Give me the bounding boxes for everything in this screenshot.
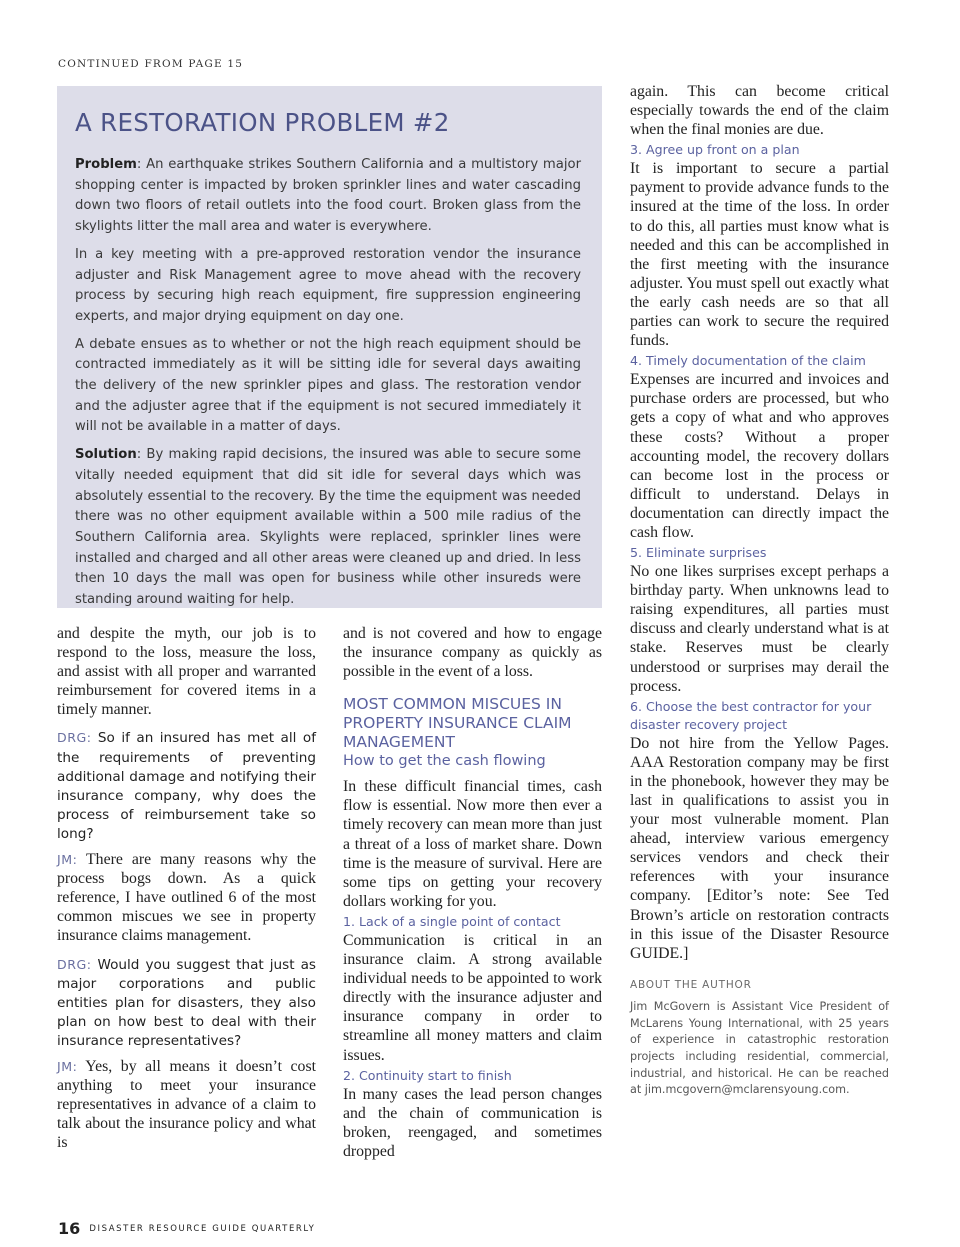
question-text: So if an insured has met all of the requirements of preventing additional damage and notifying their insurance company, why does the process of reimbursement take so long?: [57, 730, 316, 842]
question-2: [57, 955, 316, 1051]
tip-3-heading: 3. Agree up front on a plan: [630, 142, 800, 158]
article-column-1: [57, 624, 316, 1152]
tip-1-text: Communication is critical in an insurance claim. A strong available individual needs to be appointed to work directly with the insurance adjuster and insurance company in order to streamline all money matters and claim issues.: [343, 931, 602, 1064]
answer-text: Yes, by all means it doesn’t cost anything to meet your insurance representatives in advance of a claim to talk about the insurance policy and what is: [57, 1057, 316, 1152]
speaker-label: DRG:: [57, 730, 92, 746]
tip-6-text: Do not hire from the Yellow Pages. AAA Restoration company may be first in the phonebook, however they may be last in qualifications to assist you in your most vulnerable moment. Plan ahead, interview various emergency services vendors and check their references with your insurance company. [Editor’s note: See Ted Brown’s article on restoration contracts in this issue of the Disaster Resource GUIDE.]: [630, 734, 889, 962]
question-1: [57, 728, 316, 844]
sidebar-title: A RESTORATION PROBLEM #2: [75, 108, 450, 137]
tip-2-heading: 2. Continuity start to finish: [343, 1067, 512, 1083]
meeting-paragraph: In a key meeting with a pre-approved restoration vendor the insurance adjuster and Risk Management agree to move ahead with the recovery process by securing high reach equipment, fire suppression engineering experts, and major drying equipment on day one.: [75, 246, 581, 324]
tip-2-text: In many cases the lead person changes and the chain of communication is broken, reengaged, and sometimes dropped: [343, 1085, 602, 1160]
answer-2: [57, 1057, 316, 1152]
tip-4-text: Expenses are incurred and invoices and purchase orders are processed, but who gets a copy of what and who approves these costs? Without a proper accounting model, the recovery dollars can become lost in the process or difficult to understand. Delays in documentation can directly impact the cash flow.: [630, 371, 889, 541]
solution-label: Solution: [75, 447, 137, 463]
tip-5-heading: 5. Eliminate surprises: [630, 545, 767, 561]
section-subtitle: How to get the cash flowing: [343, 753, 546, 770]
debate-paragraph: A debate ensues as to whether or not the high reach equipment should be contracted immediately as it will be sitting idle for several days awaiting the delivery of the new sprinkler pipes and glass. The restoration vendor and the adjuster agree that if the equipment is not secured immediately it will not be available in a matter of days.: [75, 336, 581, 435]
publication-name: DISASTER RESOURCE GUIDE QUARTERLY: [89, 1223, 316, 1234]
question-text: Would you suggest that just as major corporations and public entities plan for disasters, they also plan on how best to deal with their insurance representatives?: [57, 956, 316, 1049]
speaker-label: DRG:: [57, 956, 92, 972]
continued-paragraph: and is not covered and how to engage the insurance company as quickly as possible in the event of a loss.: [343, 625, 602, 681]
answer-1: [57, 850, 316, 945]
page-number: 16: [58, 1219, 81, 1238]
cash-flow-paragraph: In these difficult financial times, cash flow is essential. Now more then ever a timely recovery can mean more than just a threat of a loss of market share. Down time is the measure of survival. Here are some tips on getting your recovery dollars working for you.: [343, 778, 602, 910]
solution-text: : By making rapid decisions, the insured was able to secure some vitally needed equipment that did sit idle for several days which was absolutely essential to the recovery. By the time the equipment was needed there was no other equipment available within a 500 mile radius of the Southern California area. Skylights were replaced, sprinkler lines were installed and charged and all other areas were cleaned up and dried. In less then 10 days the mall was open for business while other insureds were standing around waiting for help.: [75, 447, 581, 608]
intro-paragraph: and despite the myth, our job is to respond to the loss, measure the loss, and assist with all proper and warranted reimbursement for covered items in a timely manner.: [57, 625, 316, 719]
tip-1-heading: 1. Lack of a single point of contact: [343, 913, 561, 929]
about-author-text: Jim McGovern is Assistant Vice President of McLarens Young International, with 25 years of experience in catastrophic restoration projects including residential, commercial, industrial, and historical. He can be reached at jim.mcgovern@mclarensyoung.com.: [630, 999, 889, 1097]
restoration-problem-sidebar: [57, 86, 602, 608]
solution-paragraph: [75, 445, 581, 611]
speaker-label: JM:: [57, 1058, 78, 1074]
tip-2-continued: again. This can become critical especially towards the end of the claim when the final monies are due.: [630, 83, 889, 139]
page-footer: [58, 1218, 315, 1238]
about-author-heading: ABOUT THE AUTHOR: [630, 978, 752, 991]
article-column-2: [343, 624, 602, 1161]
answer-text: There are many reasons why the process bogs down. As a quick reference, I have outlined 6 of the most common miscues we see in property insurance claims management.: [57, 851, 316, 945]
section-title: MOST COMMON MISCUES IN PROPERTY INSURANCE CLAIM MANAGEMENT: [343, 695, 572, 752]
problem-label: Problem: [75, 157, 137, 172]
continued-from-label: CONTINUED FROM PAGE 15: [58, 58, 244, 70]
problem-text: : An earthquake strikes Southern California and a multistory major shopping center is impacted by broken sprinkler lines and water cascading down two floors of retail outlets into the food court. Broken glass from the skylights litter the mall area and water is everywhere.: [75, 157, 581, 235]
problem-paragraph: [75, 155, 581, 238]
article-column-3: [630, 82, 889, 1099]
tip-6-heading: 6. Choose the best contractor for your disaster recovery project: [630, 698, 872, 732]
speaker-label: JM:: [57, 852, 78, 868]
tip-3-text: It is important to secure a partial payment to provide advance funds to the insured at the time of the loss. In order to do this, all parties must know what is needed and this can be accomplished in the first meeting with the insurance adjuster. You must spell out exactly what the early cash needs are so that all parties can work to secure the required funds.: [630, 160, 889, 350]
tip-4-heading: 4. Timely documentation of the claim: [630, 353, 866, 369]
tip-5-text: No one likes surprises except perhaps a birthday party. When unknowns lead to raising expenditures, all parties must discuss and clearly understand what is at stake. Reserves must be clearly understood or surprises may derail the process.: [630, 563, 889, 695]
